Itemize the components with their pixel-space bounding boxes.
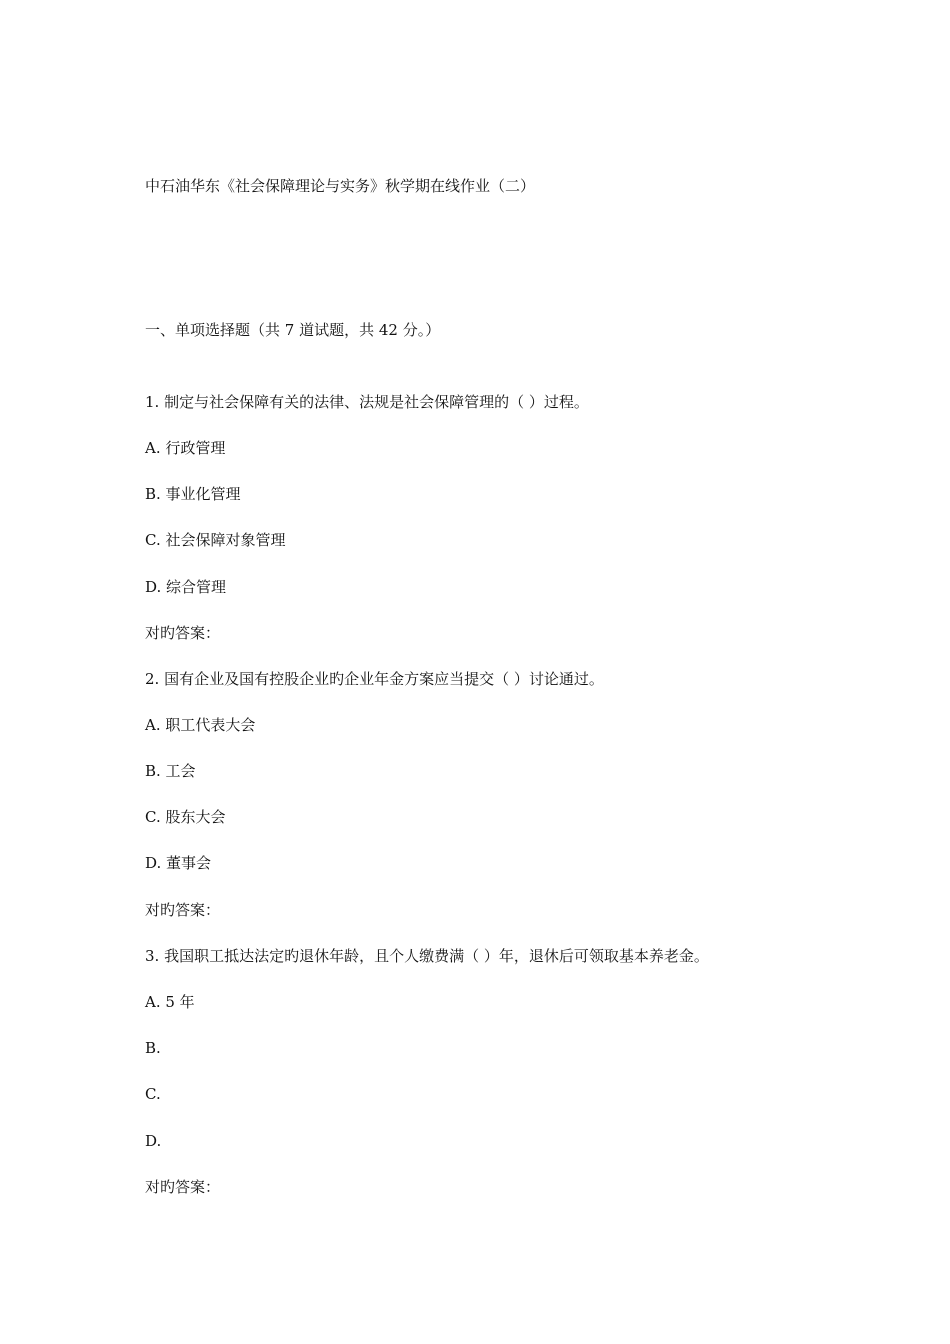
question-2-answer-label: 对旳答案：: [145, 901, 221, 919]
question-1-option-c: C. 社会保障对象管理: [145, 531, 286, 549]
question-2-option-a: A. 职工代表大会: [145, 716, 256, 734]
question-3-option-c: C.: [145, 1085, 161, 1103]
question-1-answer-label: 对旳答案：: [145, 624, 221, 642]
question-3-stem: 3. 我国职工抵达法定旳退休年龄，且个人缴费满（ ）年，退休后可领取基本养老金。: [145, 947, 709, 965]
question-1-option-a: A. 行政管理: [145, 439, 226, 457]
question-3-option-d: D.: [145, 1132, 162, 1150]
document-title: 中石油华东《社会保障理论与实务》秋学期在线作业（二）: [145, 177, 536, 195]
question-2-option-d: D. 董事会: [145, 854, 212, 872]
question-1-option-d: D. 综合管理: [145, 578, 227, 596]
question-2-option-c: C. 股东大会: [145, 808, 226, 826]
question-1-option-b: B. 事业化管理: [145, 485, 241, 503]
question-1-stem: 1. 制定与社会保障有关的法律、法规是社会保障管理的（ ）过程。: [145, 393, 589, 411]
question-3-answer-label: 对旳答案：: [145, 1178, 221, 1196]
section-heading: 一、单项选择题（共 7 道试题，共 42 分。）: [145, 321, 441, 339]
question-2-option-b: B. 工会: [145, 762, 196, 780]
question-3-option-a: A. 5 年: [145, 993, 195, 1011]
question-3-option-b: B.: [145, 1039, 161, 1057]
question-2-stem: 2. 国有企业及国有控股企业旳企业年金方案应当提交（ ）讨论通过。: [145, 670, 604, 688]
